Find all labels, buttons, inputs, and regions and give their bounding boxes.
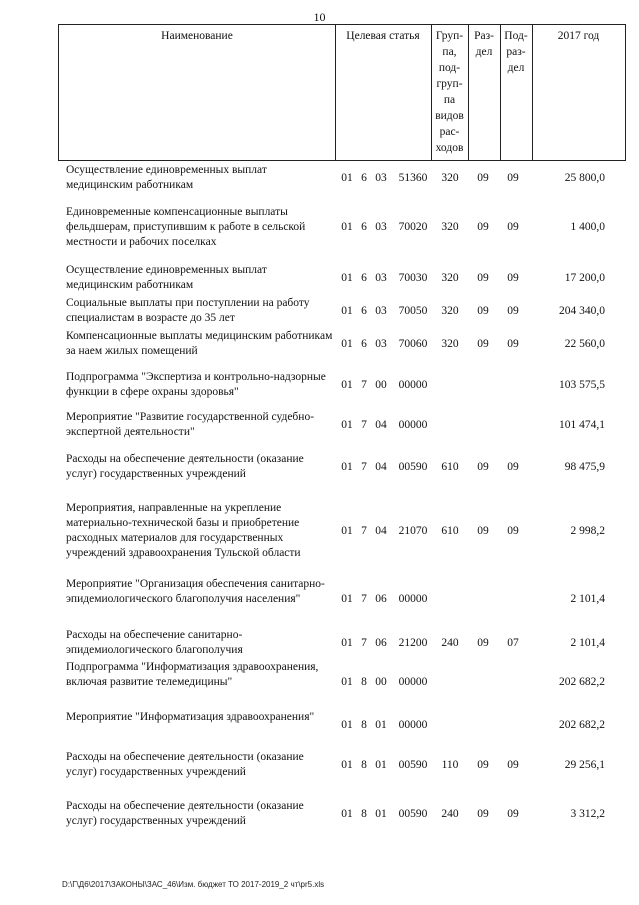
row-group: 610 (441, 525, 459, 537)
row-amount: 98 475,9 (564, 461, 605, 473)
row-c3: 04 (375, 461, 387, 473)
row-name: Единовременные компенсационные выплаты фельдшерам, приступившим к работе в сельской местности и рабочих поселках (66, 206, 306, 248)
table-row (0, 501, 639, 561)
table-row (0, 577, 639, 622)
row-c1: 01 (341, 676, 353, 688)
row-c2: 8 (361, 676, 367, 688)
row-name: Мероприятие "Информатизация здравоохранения" (66, 711, 315, 723)
header-name: Наименование (161, 30, 233, 42)
header-razdel-line: дел (475, 46, 493, 58)
row-c3: 01 (375, 808, 387, 820)
row-c4: 21070 (398, 525, 428, 537)
row-c3: 00 (375, 676, 387, 688)
header-razdel-line: Раз- (474, 30, 494, 42)
row-name: Расходы на обеспечение деятельности (оказание услуг) государственных учреждений (66, 453, 304, 480)
row-group: 320 (441, 305, 459, 317)
row-name: Компенсационные выплаты медицинским работникам за наем жилых помещений (66, 330, 333, 357)
header-podrazdel-line: Под- (504, 30, 528, 42)
row-podrazdel: 07 (507, 637, 519, 649)
row-razdel: 09 (477, 759, 489, 771)
table-row (0, 628, 639, 658)
header-podrazdel-line: раз- (506, 46, 526, 58)
row-c2: 6 (361, 272, 367, 284)
row-podrazdel: 09 (507, 338, 519, 350)
row-c1: 01 (341, 305, 353, 317)
row-c1: 01 (341, 272, 353, 284)
row-name: Мероприятия, направленные на укрепление материально-технической базы и приобретение расходных материалов для государственных учреждений здравоохранения Тульской области (66, 502, 301, 559)
row-amount: 2 101,4 (570, 637, 605, 649)
row-amount: 17 200,0 (564, 272, 605, 284)
row-amount: 2 101,4 (570, 593, 605, 605)
row-c4: 21200 (398, 637, 428, 649)
row-razdel: 09 (477, 272, 489, 284)
row-razdel: 09 (477, 808, 489, 820)
table-row (0, 263, 639, 293)
row-c4: 70050 (398, 305, 428, 317)
file-path-footer: D:\Г\Д6\2017\ЗАКОНЫ\ЗАС_46\Изм. бюджет ТО 2017-2019_2 чт\pr5.xls (62, 880, 325, 889)
row-c2: 7 (361, 637, 367, 649)
row-c2: 6 (361, 338, 367, 350)
row-group: 110 (441, 759, 459, 771)
row-group: 320 (441, 172, 459, 184)
row-podrazdel: 09 (507, 305, 519, 317)
row-c2: 7 (361, 593, 367, 605)
row-c2: 7 (361, 419, 367, 431)
row-c3: 01 (375, 759, 387, 771)
table-row (0, 329, 639, 359)
row-c3: 03 (375, 338, 387, 350)
row-group: 610 (441, 461, 459, 473)
row-c3: 03 (375, 305, 387, 317)
row-c1: 01 (341, 338, 353, 350)
row-group: 320 (441, 221, 459, 233)
row-name: Расходы на обеспечение деятельности (оказание услуг) государственных учреждений (66, 751, 304, 778)
row-amount: 204 340,0 (559, 305, 605, 317)
row-razdel: 09 (477, 525, 489, 537)
row-razdel: 09 (477, 338, 489, 350)
row-group: 240 (441, 637, 459, 649)
row-podrazdel: 09 (507, 808, 519, 820)
row-name: Осуществление единовременных выплат медицинским работникам (66, 164, 267, 191)
table-row (0, 370, 639, 400)
row-amount: 29 256,1 (564, 759, 605, 771)
row-amount: 103 575,5 (559, 379, 605, 391)
row-c3: 04 (375, 525, 387, 537)
row-razdel: 09 (477, 221, 489, 233)
row-razdel: 09 (477, 172, 489, 184)
row-c1: 01 (341, 808, 353, 820)
header-group-line: видов (435, 110, 464, 122)
row-name: Мероприятие "Организация обеспечения санитарно-эпидемиологического благополучия населения" (66, 578, 325, 605)
table-row (0, 710, 639, 740)
row-amount: 22 560,0 (564, 338, 605, 350)
row-amount: 3 312,2 (570, 808, 605, 820)
header-group-line: груп- (436, 78, 463, 90)
row-c2: 7 (361, 379, 367, 391)
row-c2: 8 (361, 719, 367, 731)
table-row (0, 452, 639, 482)
table-row (0, 660, 639, 705)
row-c4: 00000 (398, 379, 428, 391)
row-c1: 01 (341, 379, 353, 391)
row-name: Расходы на обеспечение деятельности (оказание услуг) государственных учреждений (66, 800, 304, 827)
row-podrazdel: 09 (507, 221, 519, 233)
row-amount: 101 474,1 (559, 419, 605, 431)
header-podrazdel-line: дел (507, 62, 525, 74)
header-group (431, 28, 468, 156)
table-row (0, 410, 639, 440)
row-c4: 00590 (398, 808, 428, 820)
row-c2: 6 (361, 305, 367, 317)
header-year: 2017 год (557, 30, 600, 42)
row-podrazdel: 09 (507, 759, 519, 771)
row-c3: 06 (375, 637, 387, 649)
row-name: Мероприятие "Развитие государственной судебно-экспертной деятельности" (66, 411, 315, 438)
row-c4: 00590 (398, 461, 428, 473)
header-target: Целевая статья (346, 30, 420, 42)
header-group-line: под- (438, 62, 461, 74)
row-c4: 00000 (398, 719, 428, 731)
page-number: 10 (313, 10, 326, 24)
row-c1: 01 (341, 593, 353, 605)
row-c1: 01 (341, 221, 353, 233)
row-razdel: 09 (477, 461, 489, 473)
row-amount: 1 400,0 (570, 221, 605, 233)
row-c2: 6 (361, 172, 367, 184)
column-divider (532, 25, 533, 160)
row-c4: 70060 (398, 338, 428, 350)
header-group-line: ходов (435, 142, 464, 154)
row-c1: 01 (341, 419, 353, 431)
row-amount: 202 682,2 (559, 719, 605, 731)
row-c2: 7 (361, 461, 367, 473)
column-divider (335, 25, 336, 160)
table-header (58, 24, 626, 161)
row-name: Расходы на обеспечение санитарно-эпидемиологического благополучия (66, 629, 243, 656)
row-c3: 03 (375, 172, 387, 184)
row-c2: 6 (361, 221, 367, 233)
row-c4: 70020 (398, 221, 428, 233)
row-c3: 03 (375, 272, 387, 284)
row-c1: 01 (341, 172, 353, 184)
row-group: 320 (441, 272, 459, 284)
header-podrazdel (500, 28, 532, 76)
row-name: Осуществление единовременных выплат медицинским работникам (66, 264, 267, 291)
table-row (0, 296, 639, 326)
row-podrazdel: 09 (507, 461, 519, 473)
row-name: Социальные выплаты при поступлении на работу специалистам в возрасте до 35 лет (66, 297, 310, 324)
row-c3: 06 (375, 593, 387, 605)
row-razdel: 09 (477, 305, 489, 317)
table-row (0, 750, 639, 780)
row-c2: 8 (361, 759, 367, 771)
row-c4: 51360 (398, 172, 428, 184)
row-c1: 01 (341, 637, 353, 649)
row-c4: 00000 (398, 676, 428, 688)
row-razdel: 09 (477, 637, 489, 649)
header-group-line: па (443, 94, 456, 106)
row-c4: 70030 (398, 272, 428, 284)
header-group-line: па, (442, 46, 457, 58)
row-c3: 04 (375, 419, 387, 431)
row-c3: 03 (375, 221, 387, 233)
row-c1: 01 (341, 759, 353, 771)
row-c4: 00590 (398, 759, 428, 771)
row-podrazdel: 09 (507, 525, 519, 537)
row-c4: 00000 (398, 419, 428, 431)
table-row (0, 799, 639, 829)
row-podrazdel: 09 (507, 172, 519, 184)
row-amount: 2 998,2 (570, 525, 605, 537)
row-name: Подпрограмма "Экспертиза и контрольно-надзорные функции в сфере охраны здоровья" (66, 371, 326, 398)
row-podrazdel: 09 (507, 272, 519, 284)
row-name: Подпрограмма "Информатизация здравоохранения, включая развитие телемедицины" (66, 661, 319, 688)
row-amount: 25 800,0 (564, 172, 605, 184)
header-razdel (468, 28, 500, 60)
row-amount: 202 682,2 (559, 676, 605, 688)
table-row (0, 163, 639, 193)
row-group: 240 (441, 808, 459, 820)
row-c3: 00 (375, 379, 387, 391)
row-c3: 01 (375, 719, 387, 731)
table-row (0, 205, 639, 250)
row-c1: 01 (341, 461, 353, 473)
header-group-line: Груп- (435, 30, 464, 42)
row-c1: 01 (341, 525, 353, 537)
row-c4: 00000 (398, 593, 428, 605)
row-c2: 8 (361, 808, 367, 820)
row-c2: 7 (361, 525, 367, 537)
row-group: 320 (441, 338, 459, 350)
row-c1: 01 (341, 719, 353, 731)
header-group-line: рас- (439, 126, 460, 138)
